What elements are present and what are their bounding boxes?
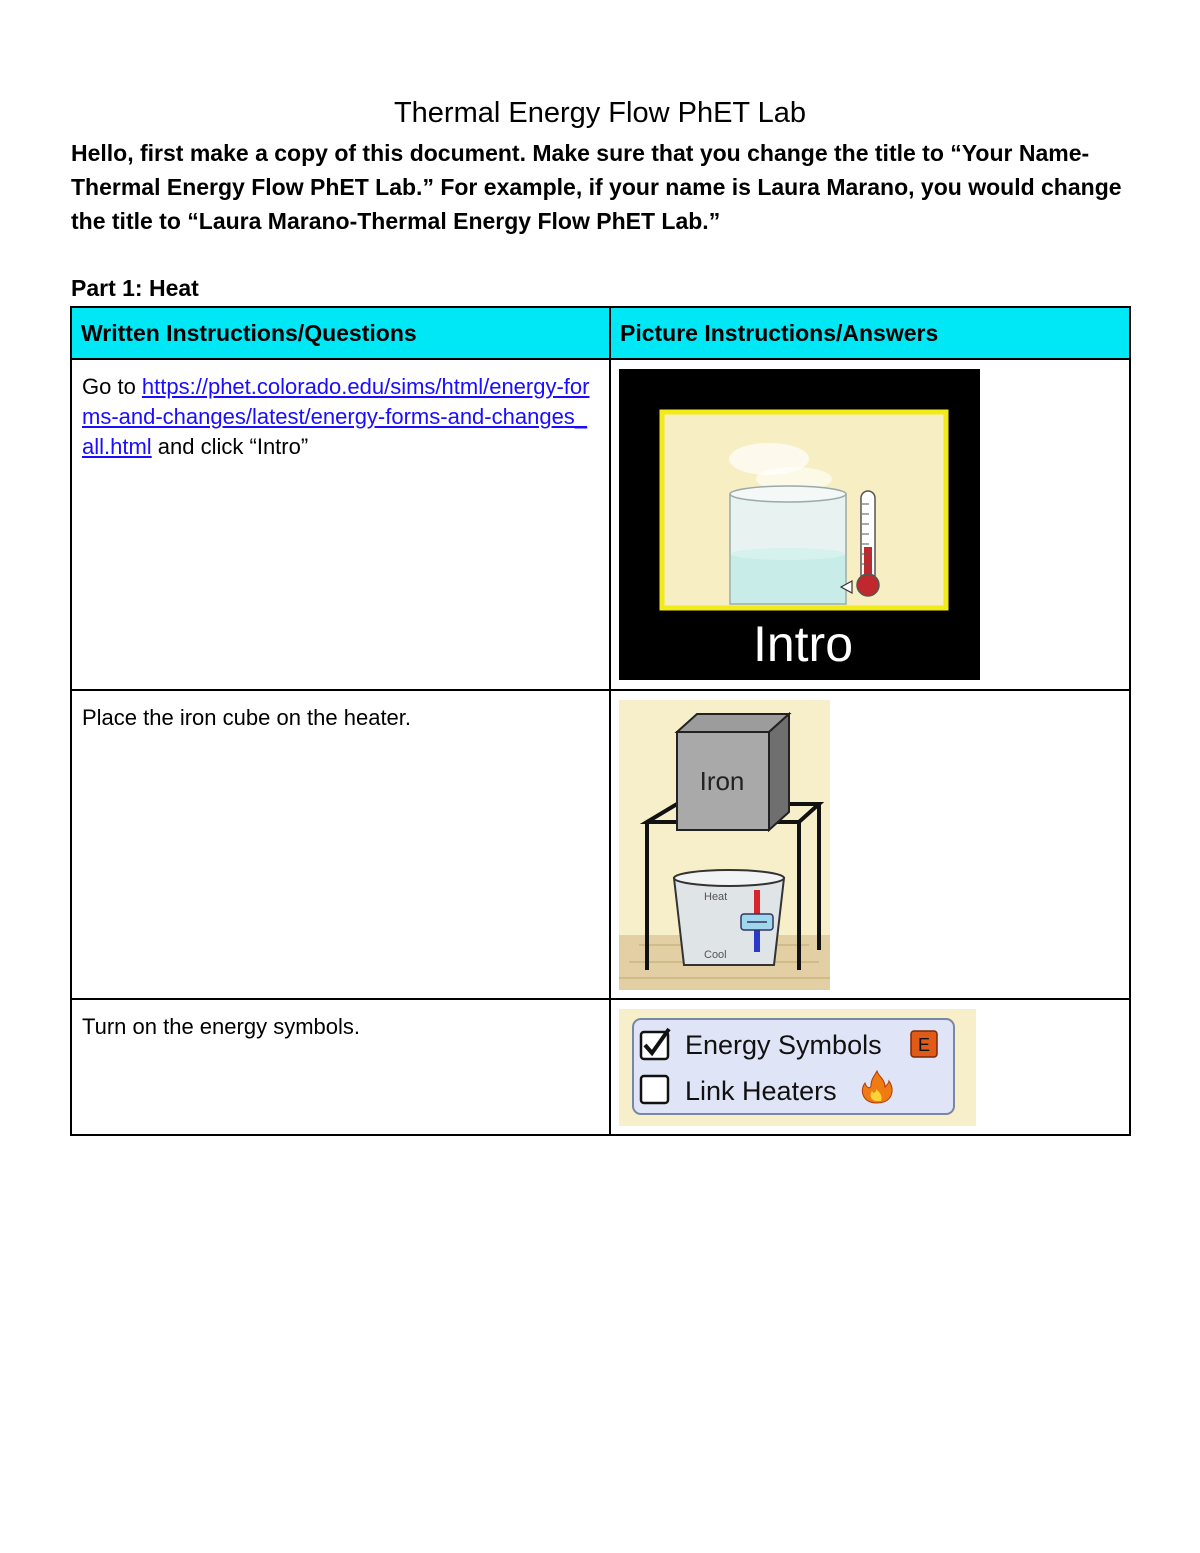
written-cell bbox=[71, 690, 610, 999]
iron-cube-icon bbox=[677, 714, 789, 830]
table-row bbox=[71, 690, 1130, 999]
instruction-text: Place the iron cube on the heater. bbox=[82, 705, 412, 730]
cool-label: Cool bbox=[704, 949, 727, 961]
instruction-text: Turn on the energy symbols. bbox=[82, 1014, 360, 1039]
picture-cell bbox=[610, 999, 1130, 1135]
energy-symbols-checkbox[interactable] bbox=[641, 1029, 669, 1059]
written-cell bbox=[71, 999, 610, 1135]
energy-badge-label: E bbox=[917, 1035, 931, 1055]
instruction-prefix: Go to bbox=[82, 374, 142, 399]
part-heading: Part 1: Heat bbox=[71, 275, 199, 301]
iron-on-heater-image bbox=[619, 700, 830, 990]
link-heaters-checkbox[interactable] bbox=[641, 1076, 668, 1103]
intro-label: Intro bbox=[752, 616, 854, 672]
picture-cell bbox=[610, 359, 1130, 690]
written-cell bbox=[71, 359, 610, 690]
heater-bucket-icon bbox=[674, 870, 784, 965]
header-written-instructions: Written Instructions/Questions bbox=[71, 307, 610, 359]
iron-label: Iron bbox=[699, 766, 745, 796]
picture-cell bbox=[610, 690, 1130, 999]
document-title: Thermal Energy Flow PhET Lab bbox=[393, 97, 807, 129]
instruction-text bbox=[72, 360, 609, 462]
beaker-icon bbox=[730, 486, 846, 604]
table-row bbox=[71, 999, 1130, 1135]
energy-symbols-label: Energy Symbols bbox=[685, 1030, 882, 1060]
energy-symbols-panel-image bbox=[619, 1009, 976, 1126]
instruction-suffix: and click “Intro” bbox=[151, 434, 309, 459]
table-header-row bbox=[71, 307, 1130, 359]
intro-screen-image bbox=[619, 369, 980, 680]
heat-label: Heat bbox=[704, 891, 728, 903]
intro-paragraph: Hello, first make a copy of this document. Make sure that you change the title to “Your Name-Thermal Energy Flow PhET Lab.” For example, if your name is Laura Marano, you would change the title to “Laura Marano-Thermal Energy Flow PhET Lab.” bbox=[71, 140, 1122, 234]
phet-sim-link[interactable]: https://phet.colorado.edu/sims/html/energy-forms-and-changes/latest/energy-forms-and-changes_all.html bbox=[82, 374, 590, 459]
header-picture-instructions: Picture Instructions/Answers bbox=[610, 307, 1130, 359]
link-heaters-label: Link Heaters bbox=[685, 1076, 837, 1106]
table-row bbox=[71, 359, 1130, 690]
instructions-table bbox=[70, 306, 1131, 1136]
